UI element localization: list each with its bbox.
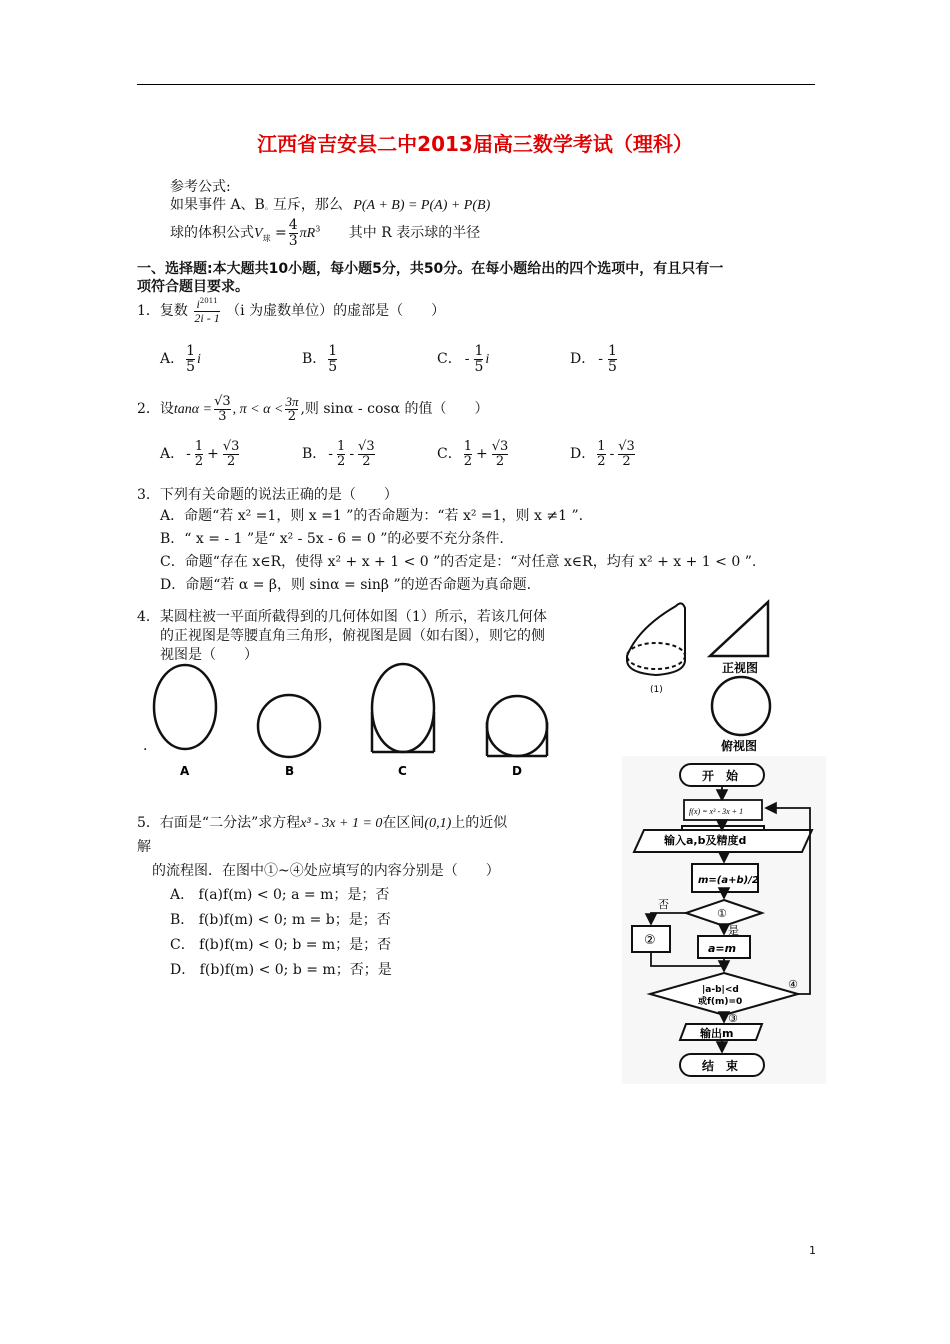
q2-range-den: 2 (285, 409, 298, 424)
q5-interval: (0,1) (424, 816, 452, 831)
q2-option-d[interactable] (570, 440, 637, 468)
q1-option-d[interactable] (570, 344, 619, 374)
q2-option-label: B． (302, 446, 327, 463)
probability-formula: P(A + B) = P(A) + P(B) (353, 198, 491, 213)
flow-stop-cond-line1: |a-b|<d (702, 985, 739, 995)
choice-d-shape (487, 696, 547, 756)
flow-input-label: 输入a,b及精度d (664, 834, 747, 847)
q1-b-num: 1 (328, 343, 338, 359)
flow-stop-cond-line2: 或f(m)=0 (698, 997, 743, 1007)
q5-text-a: 5．右面是“二分法”求方程 (137, 815, 301, 831)
flow-midpoint-label: m=(a+b)/2 (698, 875, 759, 886)
formula-line1-mid: 互斥，那么 (272, 197, 343, 213)
q5-option-d[interactable]: D． f(b)f(m) < 0; b = m；否；是 (170, 962, 392, 978)
flow-marker-4: ④ (788, 978, 798, 991)
q2-tan: tanα = (173, 402, 213, 418)
q3-option-c[interactable]: C．命题“存在 x∈R，使得 x² + x + 1 < 0 ”的否定是：“对任意 x∈R，均有 x² + x + 1 < 0 ”. (160, 554, 757, 570)
question-4-line2: 的正视图是等腰直角三角形，俯视图是圆（如右图），则它的侧 (160, 628, 545, 644)
q1-c-sign: - (464, 351, 470, 368)
q3-option-a[interactable]: A．命题“若 x² =1，则 x =1 ”的否命题为：“若 x² =1，则 x ≠1 ”. (160, 508, 584, 524)
formula-line2-prefix: 球的体积公式 (170, 225, 254, 242)
formula-line1-prefix: 如果事件 A、B (170, 197, 265, 213)
top-view-caption: 俯视图 (721, 739, 758, 753)
q2-range-num: 3π (285, 394, 299, 409)
q4-choice-figures (140, 662, 560, 784)
q2-fraction: $\frac{1}{2}$ (194, 439, 204, 469)
q2-operator: - (349, 446, 355, 463)
volume-frac-den: 3 (288, 232, 298, 249)
front-view-triangle (710, 602, 768, 656)
flow-marker-1: ① (717, 907, 727, 920)
flow-no-label: 否 (658, 898, 669, 911)
flow-assign-label: a=m (708, 942, 737, 955)
question-2-stem (137, 395, 488, 423)
choice-d-label: D (512, 764, 522, 778)
choice-a-ellipse (154, 665, 216, 749)
choice-b-circle (258, 695, 320, 757)
q2-fraction: $\frac{√3}{2}$ (618, 439, 635, 469)
q2-prefix: 2．设 (137, 401, 174, 418)
flow-yes-label: 是 (728, 924, 739, 937)
q1-a-num: 1 (186, 343, 196, 359)
q3-option-b[interactable]: B．“ x = - 1 ”是“ x² - 5x - 6 = 0 ”的必要不充分条件. (160, 531, 504, 547)
q2-fraction: $\frac{1}{2}$ (597, 439, 606, 469)
q2-option-label: D． (570, 446, 596, 463)
question-4-line1: 4．某圆柱被一平面所截得到的几何体如图（1）所示，若该几何体 (137, 609, 547, 625)
question-4-line3: 视图是（ ） (160, 647, 258, 663)
q2-operator: - (609, 446, 615, 463)
q5-option-c[interactable]: C． f(b)f(m) < 0; b = m；是；否 (170, 937, 392, 953)
volume-exp: 3 (315, 224, 321, 234)
q3-option-d[interactable]: D．命题“若 α = β，则 sinα = sinβ ”的逆否命题为真命题. (160, 577, 532, 593)
q1-c-tail: i (485, 352, 490, 368)
q2-operator: + (207, 446, 219, 463)
section-heading-line1: 一、选择题:本大题共10小题，每小题5分，共50分。在每小题给出的四个选项中，有且只有一 (137, 261, 724, 277)
q2-fraction: $\frac{1}{2}$ (337, 439, 346, 469)
flow-marker-3: ③ (728, 1012, 738, 1025)
flow-start-label: 开 始 (702, 769, 739, 783)
question-5-line2: 解 (137, 839, 151, 855)
section-heading-line2: 项符合题目要求。 (137, 279, 249, 295)
q2-option-c[interactable] (437, 440, 510, 468)
formula-line-1: 如果事件 A、B。互斥，那么 P(A + B) = P(A) + P(B) (170, 197, 491, 213)
top-view-circle (712, 677, 770, 735)
q2-options (0, 440, 950, 480)
volume-frac-num: 4 (288, 217, 298, 233)
radius-note: 其中 R 表示球的半径 (348, 225, 481, 242)
q1-b-label: B． (302, 351, 327, 368)
flow-marker-2: ② (644, 933, 656, 948)
volume-symbol: V (254, 226, 263, 242)
q2-option-a[interactable] (160, 440, 241, 468)
question-3-stem: 3．下列有关命题的说法正确的是（ ） (137, 487, 398, 503)
q1-option-a[interactable] (160, 344, 201, 374)
q2-fraction: $\frac{√3}{2}$ (358, 439, 375, 469)
q1-d-label: D． (570, 351, 596, 368)
q2-tan-num: √3 (214, 394, 231, 409)
q2-option-b[interactable] (302, 440, 377, 468)
q4-geometry-figures (618, 598, 828, 758)
q1-option-c[interactable] (437, 344, 489, 374)
q2-fraction: $\frac{1}{2}$ (463, 439, 472, 469)
flow-output-label: 输出m (700, 1027, 734, 1040)
q1-option-b[interactable] (302, 344, 339, 374)
q4-stray-dot: . (143, 738, 148, 754)
q1-c-num: 1 (474, 343, 484, 359)
volume-tail: πR (299, 226, 316, 242)
choice-c-label: C (398, 764, 407, 778)
q1-c-den: 5 (474, 358, 484, 375)
choice-a-label: A (180, 764, 190, 778)
formula-heading: 参考公式: (170, 179, 231, 195)
q1-den: 2i - 1 (194, 310, 220, 325)
q5-option-a[interactable]: A． f(a)f(m) < 0; a = m；是；否 (170, 887, 390, 903)
q2-operator: + (476, 446, 488, 463)
question-1-stem (137, 298, 445, 324)
question-5-line3: 的流程图．在图中①~④处应填写的内容分别是（ ） (152, 863, 500, 879)
q1-a-den: 5 (186, 358, 196, 375)
choice-b-label: B (285, 764, 295, 778)
q2-operator: - (328, 446, 334, 463)
volume-subscript: 球 (262, 233, 271, 243)
q2-fraction: $\frac{√3}{2}$ (491, 439, 509, 469)
figure-1-caption: (1) (650, 685, 663, 695)
q5-text-b: 在区间 (382, 815, 425, 831)
flow-function-label: f(x) = x³ - 3x + 1 (689, 807, 744, 816)
q5-equation: x³ - 3x + 1 = 0 (300, 816, 383, 831)
front-view-caption: 正视图 (722, 661, 759, 675)
header-rule (137, 84, 815, 85)
q2-tan-den: 3 (214, 409, 231, 424)
question-5-line1 (137, 812, 507, 832)
flow-end-label: 结 束 (702, 1059, 739, 1073)
q1-a-label: A． (160, 351, 185, 368)
q5-text-c: 上的近似 (451, 815, 508, 831)
q5-option-b[interactable]: B． f(b)f(m) < 0; m = b；是；否 (170, 912, 391, 928)
q2-operator: - (186, 446, 191, 463)
q2-fraction: $\frac{√3}{2}$ (222, 439, 240, 469)
q1-c-label: C． (437, 351, 462, 368)
choice-c-shape (372, 664, 434, 752)
q1-num-exp: 2011 (199, 297, 218, 305)
q1-suffix: （i 为虚数单位）的虚部是（ ） (226, 303, 446, 320)
cut-cylinder-figure (627, 603, 685, 675)
q1-b-den: 5 (328, 358, 338, 375)
q2-suffix: ,则 sinα - cosα 的值（ ） (300, 401, 489, 418)
page-title: 江西省吉安县二中2013届高三数学考试（理科） (257, 132, 693, 156)
q1-a-tail: i (197, 352, 201, 368)
q2-range: , π < α < (232, 402, 284, 418)
q1-prefix: 1．复数 (137, 303, 188, 320)
q1-d-sign: - (598, 351, 603, 368)
formula-line-2: 球的体积公式$V_球$ = $\frac{4}{3}$ $\pi R^3$ 其中 R 表示球的半径 (170, 217, 481, 249)
bisection-flowchart (622, 756, 826, 1084)
q2-option-label: A． (160, 446, 185, 463)
page-number: 1 (809, 1244, 816, 1257)
q1-d-num: 1 (607, 343, 617, 359)
q2-option-label: C． (437, 446, 462, 463)
q1-num-base: i (196, 297, 200, 311)
q1-d-den: 5 (607, 358, 617, 375)
